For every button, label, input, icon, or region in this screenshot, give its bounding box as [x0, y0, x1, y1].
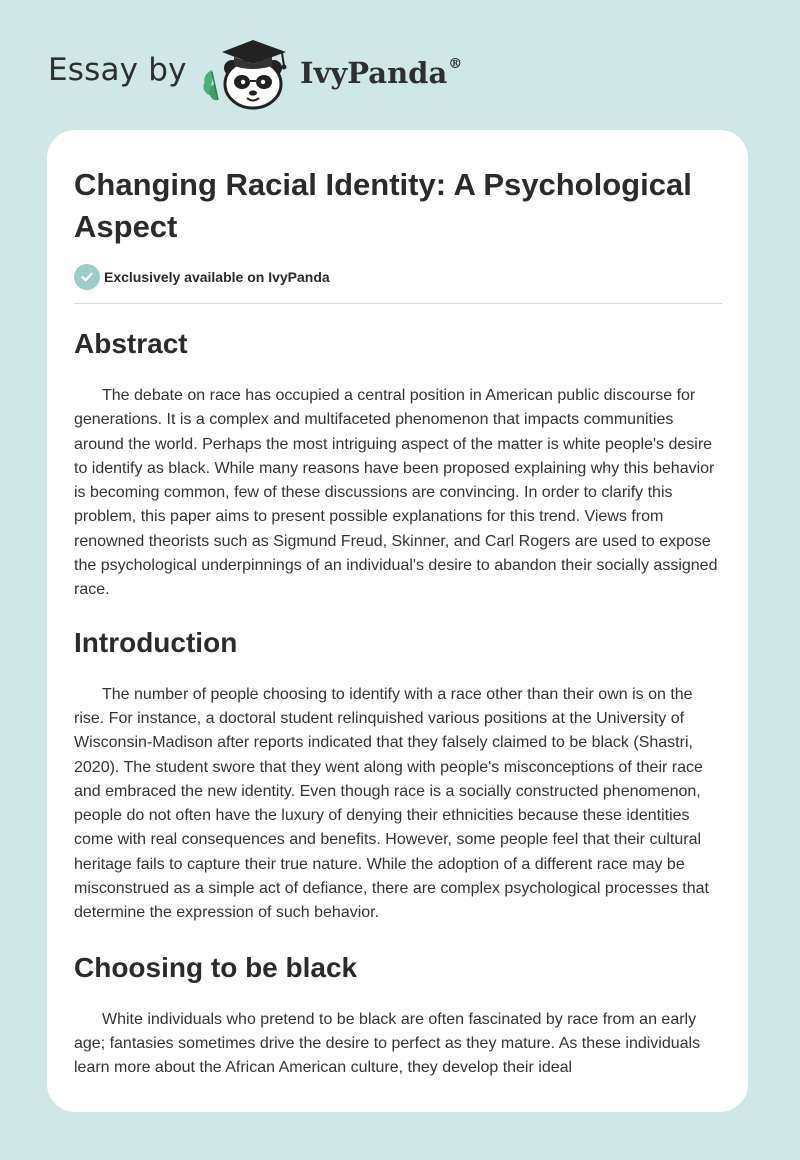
section-text-abstract: The debate on race has occupied a central position in American public discourse for generations. It is a complex and multifaceted phenomenon that impacts communities around the world. Perhaps the most intriguing aspect of the matter is white people's desire to identify as black. While many reasons have been proposed explaining why this behavior is becoming common, few of these discussions are convincing. In order to clarify this problem, this paper aims to present possible explanations for this trend. Views from renowned theorists such as Sigmund Freud, Skinner, and Carl Rogers are used to expose the psychological underpinnings of an individual's desire to abandon their socially assigned race.: [74, 387, 718, 599]
brand-text: IvyPanda: [300, 56, 448, 90]
divider: [74, 303, 722, 304]
exclusive-label: Exclusively available on IvyPanda: [104, 269, 330, 285]
section-text-choosing: White individuals who pretend to be black are often fascinated by race from an early age; fantasies sometimes drive the desire to perfect as they mature. As these individuals learn more about the African American culture, they develop their ideal: [74, 1010, 701, 1077]
section-heading-introduction: Introduction: [74, 626, 238, 658]
essay-body: [74, 326, 726, 1081]
check-circle-icon: [74, 264, 100, 290]
section-text-introduction: The number of people choosing to identify with a race other than their own is on the rise. For instance, a doctoral student relinquished various positions at the University of Wisconsin-Madison after reports indicated that they falsely claimed to be black (Shastri, 2020). The student swore that they went along with people's misconceptions of their race and embraced the new identity. Even though race is a socially constructed phenomenon, people do not often have the luxury of denying their ethnicities because these identities come with real consequences and benefits. However, some people feel that their cultural heritage fails to capture their true nature. While the adoption of a different race may be misconstrued as a simple act of defiance, there are complex psychological processes that determine the expression of such behavior.: [74, 685, 709, 922]
section-heading-abstract: Abstract: [74, 328, 188, 359]
brand-name: [300, 56, 462, 90]
panda-graduate-icon: [198, 34, 298, 110]
registered-mark: ®: [448, 56, 463, 73]
essay-by-label: Essay by: [48, 52, 187, 88]
exclusive-badge: [74, 263, 330, 291]
site-header: [0, 0, 800, 130]
essay-title: Changing Racial Identity: A Psychological Aspect: [74, 167, 692, 244]
section-heading-choosing: Choosing to be black: [74, 951, 358, 983]
essay-card: [47, 130, 748, 1112]
